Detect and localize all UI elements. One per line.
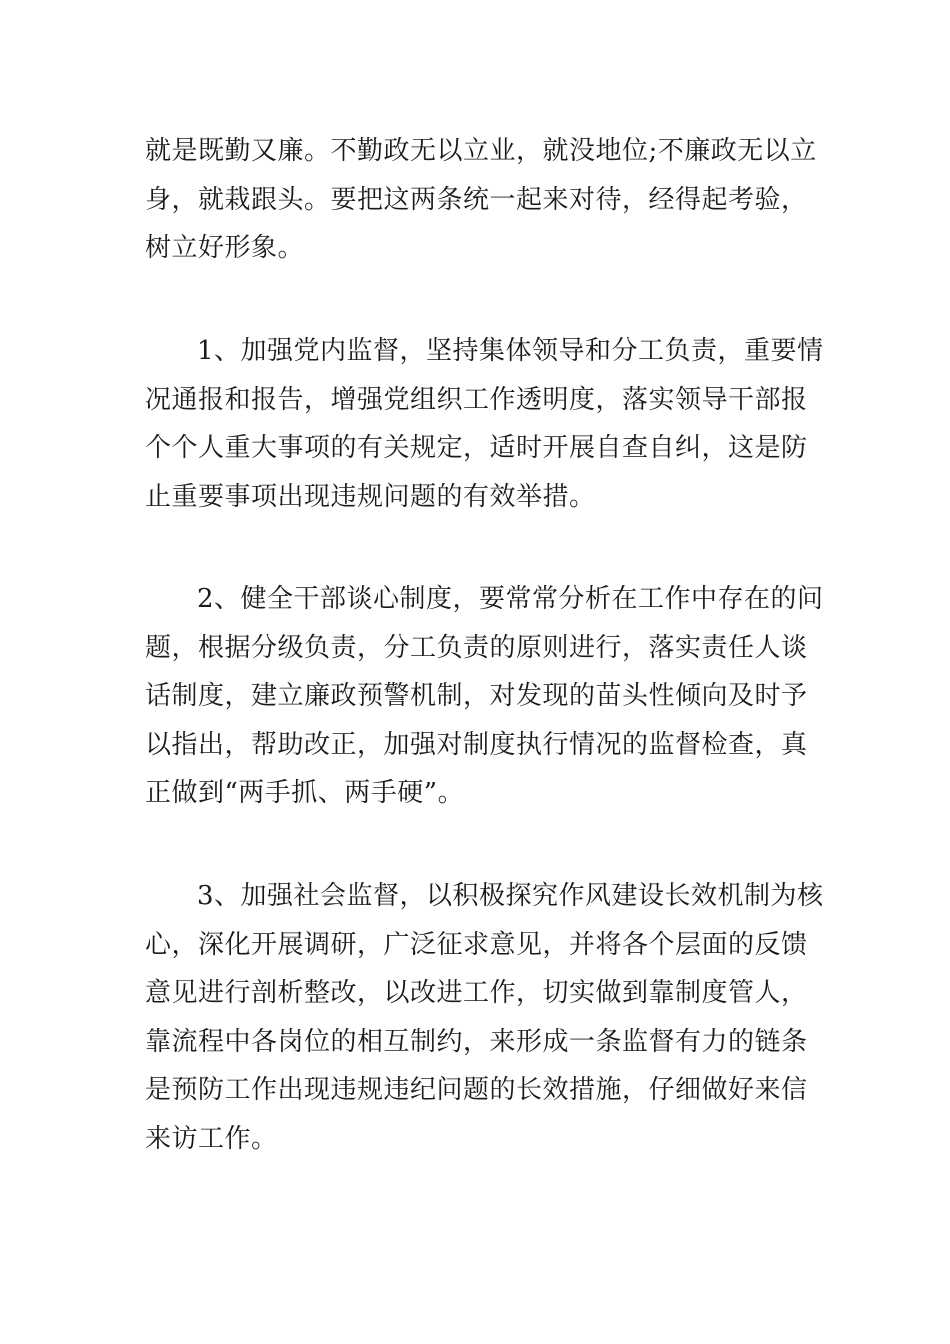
- text-line: 3、加强社会监督，以积极探究作风建设长效机制为核: [197, 881, 824, 911]
- text-line: 以指出，帮助改正，加强对制度执行情况的监督检查，真: [145, 729, 808, 760]
- text-line: 止重要事项出现违规问题的有效举措。: [145, 481, 596, 512]
- paragraph-item-3: [145, 872, 824, 1164]
- paragraph-intro: [145, 127, 817, 273]
- text-line: 2、健全干部谈心制度，要常常分析在工作中存在的问: [197, 584, 824, 614]
- text-line: 意见进行剖析整改，以改进工作，切实做到靠制度管人，: [145, 978, 808, 1009]
- text-line: 心，深化开展调研，广泛征求意见，并将各个层面的反馈: [145, 929, 808, 960]
- text-line: 个个人重大事项的有关规定，适时开展自查自纠，这是防: [145, 433, 808, 464]
- text-line: 是预防工作出现违规违纪问题的长效措施，仔细做好来信: [145, 1075, 808, 1106]
- text-line: 身，就栽跟头。要把这两条统一起来对待，经得起考验，: [145, 184, 808, 215]
- text-line: 1、加强党内监督，坚持集体领导和分工负责，重要情: [197, 336, 824, 366]
- text-line: 况通报和报告，增强党组织工作透明度，落实领导干部报: [145, 384, 808, 415]
- text-line: 来访工作。: [145, 1123, 278, 1154]
- text-line: 题，根据分级负责，分工负责的原则进行，落实责任人谈: [145, 632, 808, 663]
- text-line: 靠流程中各岗位的相互制约，来形成一条监督有力的链条: [145, 1026, 808, 1057]
- text-line: 就是既勤又廉。不勤政无以立业，就没地位;不廉政无以立: [145, 136, 817, 166]
- text-line: 话制度，建立廉政预警机制，对发现的苗头性倾向及时予: [145, 681, 808, 712]
- text-line: 树立好形象。: [145, 233, 305, 264]
- text-line: 正做到“两手抓、两手硬”。: [145, 778, 465, 809]
- paragraph-item-2: [145, 575, 824, 818]
- paragraph-item-1: [145, 327, 824, 521]
